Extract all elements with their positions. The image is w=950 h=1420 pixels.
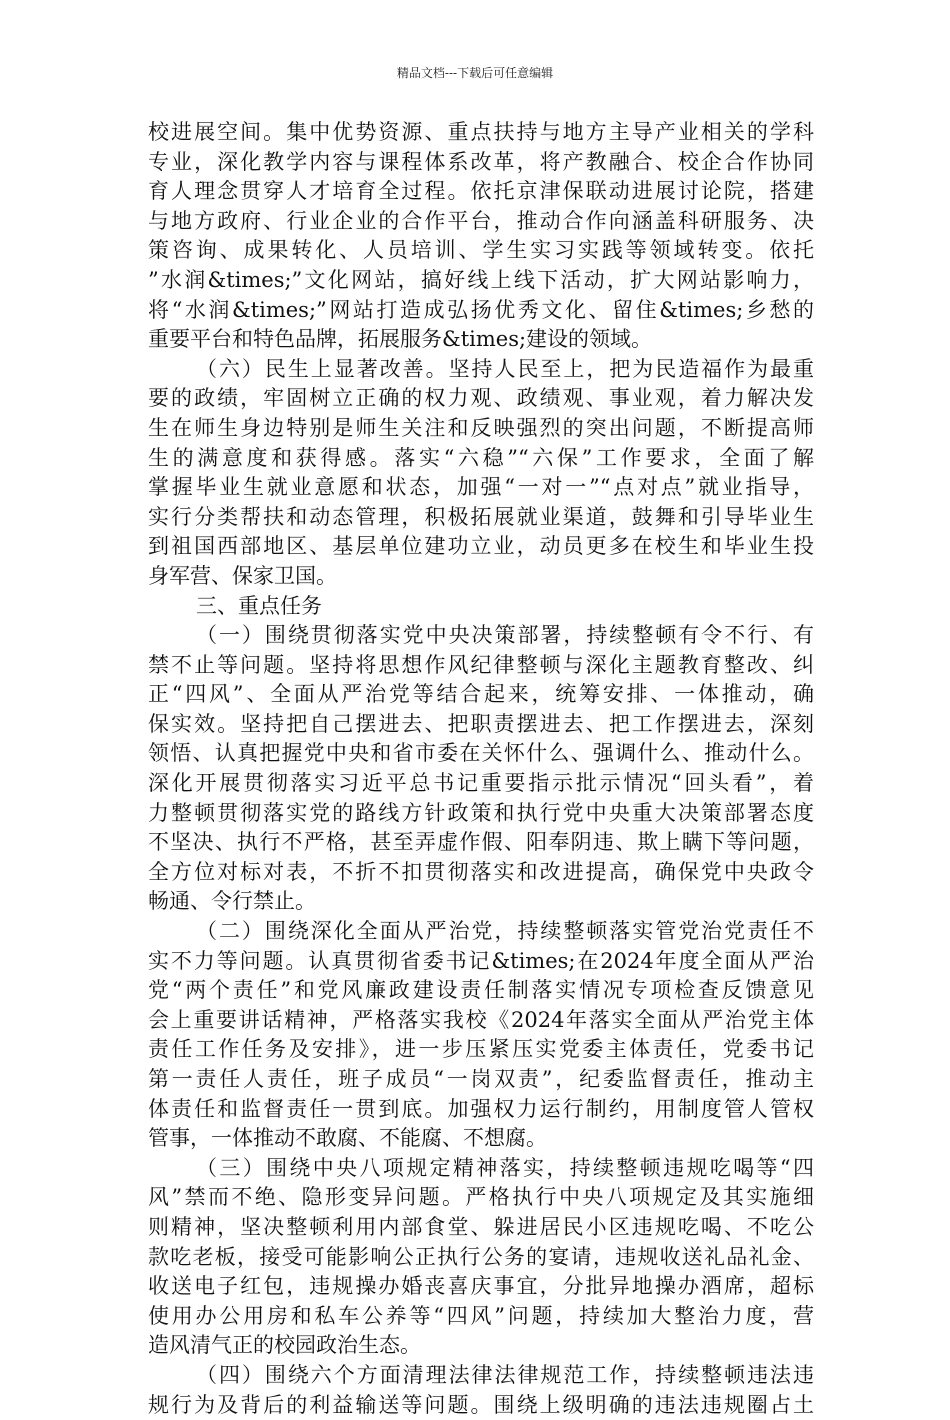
text-line: 畅通、令行禁止。: [148, 889, 316, 914]
text-line: 党“两个责任”和党风廉政建设责任制落实情况专项检查反馈意见: [148, 978, 814, 1003]
text-line: 第一责任人责任，班子成员“一岗双责”，纪委监督责任，推动主: [148, 1067, 814, 1091]
text-line: 专业，深化教学内容与课程体系改革，将产教融合、校企合作协同: [148, 149, 814, 174]
document-body: [148, 118, 814, 1420]
text-line: 深化开展贯彻落实习近平总书记重要指示批示情况“回头看”，着: [148, 771, 814, 796]
text-line: 三、重点任务: [196, 593, 322, 618]
text-line: 使用办公用房和私车公养等“四风”问题，持续加大整治力度，营: [148, 1303, 814, 1328]
text-line: 不坚决、执行不严格，甚至弄虚作假、阳奉阴违、欺上瞒下等问题，: [148, 830, 814, 855]
text-line: ”水润&times;”文化网站，搞好线上线下活动，扩大网站影响力，: [148, 267, 814, 292]
text-line: （六）民生上显著改善。坚持人民至上，把为民造福作为最重: [196, 356, 814, 381]
text-line: 体责任和监督责任一贯到底。加强权力运行制约，用制度管人管权: [148, 1096, 814, 1121]
text-line: 会上重要讲话精神，严格落实我校《2024年落实全面从严治党主体: [148, 1007, 814, 1032]
text-line: 款吃老板，接受可能影响公正执行公务的宴请，违规收送礼品礼金、: [148, 1244, 814, 1269]
text-line: 实不力等问题。认真贯彻省委书记&times;在2024年度全面从严治: [148, 948, 814, 973]
text-line: 责任工作任务及安排》，进一步压紧压实党委主体责任，党委书记: [148, 1037, 814, 1062]
text-line: 领悟、认真把握党中央和省市委在关怀什么、强调什么、推动什么。: [148, 741, 814, 766]
text-line: 到祖国西部地区、基层单位建功立业，动员更多在校生和毕业生投: [148, 534, 814, 559]
text-line: 全方位对标对表，不折不扣贯彻落实和改进提高，确保党中央政令: [148, 859, 814, 884]
text-line: 管事，一体推动不敢腐、不能腐、不想腐。: [148, 1126, 547, 1151]
text-line: 要的政绩，牢固树立正确的权力观、政绩观、事业观，着力解决发: [148, 386, 814, 411]
page-header: 精品文档---下载后可任意编辑: [396, 66, 554, 80]
text-line: 掌握毕业生就业意愿和状态，加强“一对一”“点对点”就业指导，: [148, 475, 814, 500]
text-line: 生的满意度和获得感。落实“六稳”“六保”工作要求，全面了解: [148, 445, 814, 470]
text-line: （三）围绕中央八项规定精神落实，持续整顿违规吃喝等“四: [196, 1155, 814, 1180]
text-line: 策咨询、成果转化、人员培训、学生实习实践等领域转变。依托: [148, 238, 814, 263]
text-line: 力整顿贯彻落实党的路线方针政策和执行党中央重大决策部署态度: [148, 800, 814, 825]
text-line: 保实效。坚持把自己摆进去、把职责摆进去、把工作摆进去，深刻: [148, 711, 814, 736]
text-line: 收送电子红包，违规操办婚丧喜庆事宜，分批异地操办酒席，超标: [148, 1274, 814, 1299]
text-line: 与地方政府、行业企业的合作平台，推动合作向涵盖科研服务、决: [148, 208, 814, 233]
text-line: 造风清气正的校园政治生态。: [148, 1333, 421, 1358]
text-line: 将“水润&times;”网站打造成弘扬优秀文化、留住&times;乡愁的: [148, 297, 814, 322]
text-line: （二）围绕深化全面从严治党，持续整顿落实管党治党责任不: [196, 919, 814, 944]
text-line: 身军营、保家卫国。: [148, 563, 337, 588]
text-line: （一）围绕贯彻落实党中央决策部署，持续整顿有令不行、有: [196, 623, 814, 648]
text-line: 校进展空间。集中优势资源、重点扶持与地方主导产业相关的学科: [148, 120, 814, 144]
text-line: 则精神，坚决整顿利用内部食堂、躲进居民小区违规吃喝、不吃公: [148, 1214, 814, 1239]
text-line: 正“四风”、全面从严治党等结合起来，统筹安排、一体推动，确: [148, 682, 814, 707]
text-line: 实行分类帮扶和动态管理，积极拓展就业渠道，鼓舞和引导毕业生: [148, 504, 814, 529]
text-line: 禁不止等问题。坚持将思想作风纪律整顿与深化主题教育整改、纠: [148, 652, 814, 677]
text-line: 重要平台和特色品牌，拓展服务&times;建设的领域。: [148, 327, 653, 352]
text-line: 风”禁而不绝、隐形变异问题。严格执行中央八项规定及其实施细: [148, 1185, 814, 1210]
text-line: 育人理念贯穿人才培育全过程。依托京津保联动进展讨论院，搭建: [148, 179, 814, 204]
text-line: 规行为及背后的利益输送等问题。围绕上级明确的违法违规圈占土: [148, 1392, 814, 1417]
text-line: 生在师生身边特别是师生关注和反映强烈的突出问题，不断提高师: [148, 415, 814, 440]
text-line: （四）围绕六个方面清理法律法律规范工作，持续整顿违法违: [196, 1362, 814, 1387]
